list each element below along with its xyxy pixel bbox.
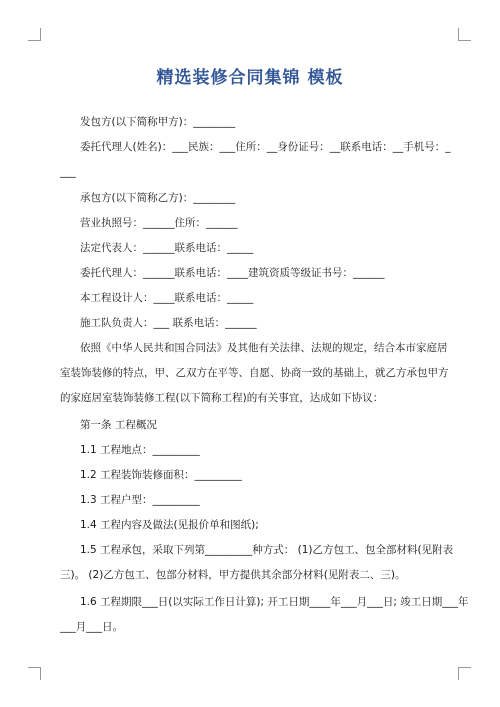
crop-mark-top-right <box>458 28 471 41</box>
document-title: 精选装修合同集锦 模板 <box>156 68 344 88</box>
contract-line-legal-rep: 法定代表人：______联系电话：_____ <box>80 242 254 254</box>
crop-mark-bottom-left <box>28 667 41 680</box>
clause-1-5: 1.5 工程承包，采取下列第_________种方式： (1)乙方包工、包全部材料(见附表 <box>80 544 454 556</box>
contract-line-designer: 本工程设计人：____联系电话：_____ <box>80 292 254 304</box>
clause-1-4: 1.4 工程内容及做法(见报价单和图纸); <box>80 519 259 531</box>
contract-line-agent-a-cont: ___ <box>60 166 76 178</box>
contract-paragraph-line-3: 的家庭居室装饰装修工程(以下简称工程)的有关事宜，达成如下协议： <box>60 392 384 404</box>
contract-paragraph-line-1: 依照《中华人民共和国合同法》及其他有关法律、法规的规定，结合本市家庭居 <box>80 342 448 354</box>
clause-1-3: 1.3 工程户型：_________ <box>80 494 200 506</box>
section-heading-1: 第一条 工程概况 <box>80 419 157 431</box>
clause-1-5-cont: 三)。 (2)乙方包工、包部分材料，甲方提供其余部分材料(见附表二、三)。 <box>60 569 406 581</box>
clause-1-6: 1.6 工程期限___日(以实际工作日计算); 开工日期____年___月___日; 竣工日期___年 <box>80 596 469 608</box>
clause-1-6-cont: ___月___日。 <box>60 621 123 633</box>
contract-line-party-b: 承包方(以下简称乙方)：________ <box>80 192 236 204</box>
clause-1-1: 1.1 工程地点：_________ <box>80 444 200 456</box>
crop-mark-top-left <box>28 28 41 41</box>
contract-line-license: 营业执照号：______住所：______ <box>80 217 238 229</box>
crop-mark-bottom-right <box>458 667 471 680</box>
clause-1-2: 1.2 工程装饰装修面积：_________ <box>80 469 242 481</box>
contract-paragraph-line-2: 室装饰装修的特点，甲、乙双方在平等、自愿、协商一致的基础上，就乙方承包甲方 <box>60 367 449 379</box>
contract-line-agent-b: 委托代理人：______联系电话：____建筑资质等级证书号：______ <box>80 267 385 279</box>
contract-line-party-a: 发包方(以下简称甲方)：________ <box>80 116 236 128</box>
contract-line-team-lead: 施工队负责人：___ 联系电话：______ <box>80 317 257 329</box>
contract-line-agent-a: 委托代理人(姓名)：___民族：___住所：__身份证号：__联系电话：__手机号：_ <box>80 141 451 153</box>
